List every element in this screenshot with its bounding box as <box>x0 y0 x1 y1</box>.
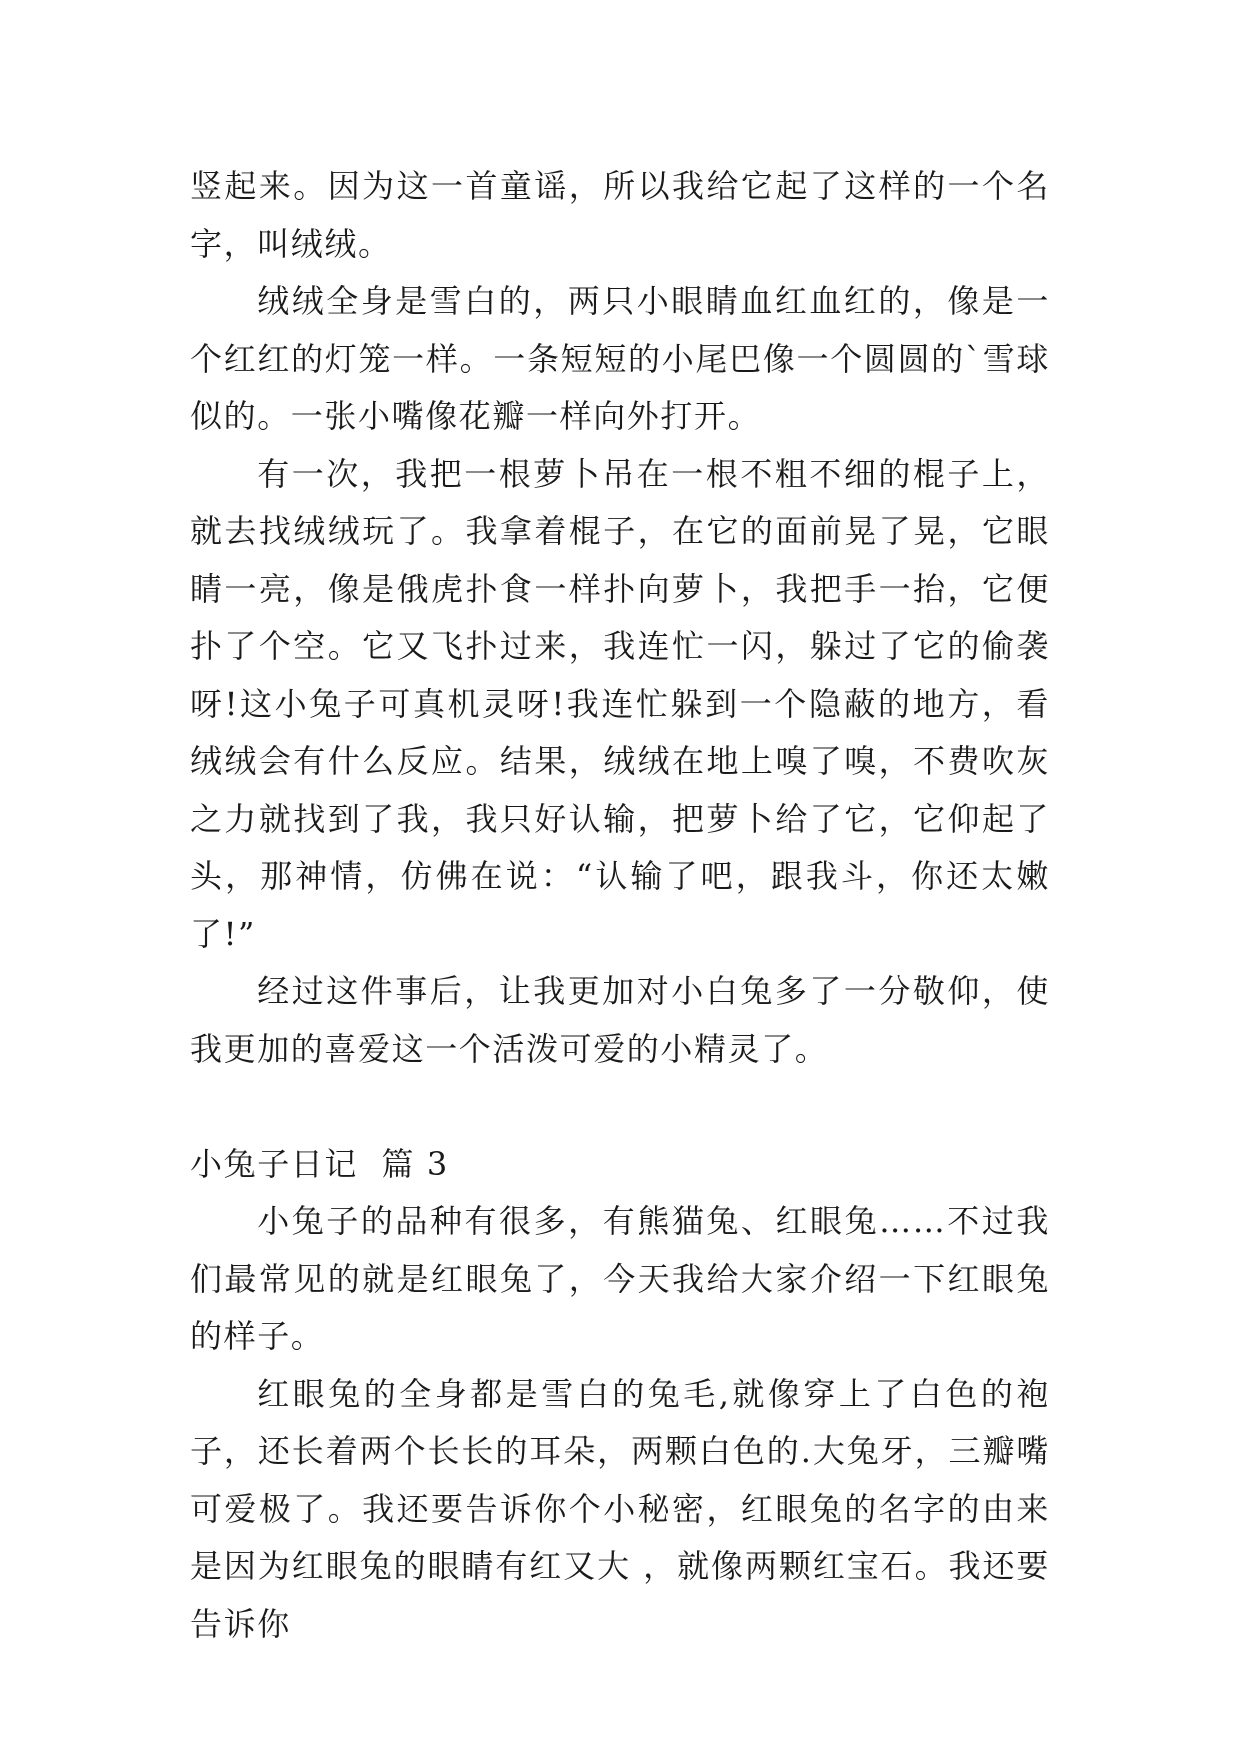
document-body <box>190 158 1050 1653</box>
paragraph: 经过这件事后，让我更加对小白兔多了一分敬仰，使我更加的喜爱这一个活泼可爱的小精灵了。 <box>190 972 1050 1068</box>
section-heading: 小兔子日记 篇 3 <box>190 1144 449 1183</box>
paragraph: 小兔子的品种有很多，有熊猫兔、红眼兔……不过我们最常见的就是红眼兔了，今天我给大家介绍一下红眼兔的样子。 <box>190 1202 1050 1355</box>
paragraph: 红眼兔的全身都是雪白的兔毛,就像穿上了白色的袍子，还长着两个长长的耳朵，两颗白色的.大兔牙，三瓣嘴可爱极了。我还要告诉你个小秘密，红眼兔的名字的由来是因为红眼兔的眼睛有红又大 ，就像两颗红宝石。我还要告诉你 <box>190 1374 1050 1643</box>
paragraph: 有一次，我把一根萝卜吊在一根不粗不细的棍子上，就去找绒绒玩了。我拿着棍子，在它的面前晃了晃，它眼睛一亮，像是俄虎扑食一样扑向萝卜，我把手一抬，它便扑了个空。它又飞扑过来，我连忙一闪，躲过了它的偷袭呀!这小兔子可真机灵呀!我连忙躲到一个隐蔽的地方，看绒绒会有什么反应。结果，绒绒在地上嗅了嗅，不费吹灰之力就找到了我，我只好认输，把萝卜给了它，它仰起了头，那神情，仿佛在说：“认输了吧，跟我斗，你还太嫩了!” <box>190 454 1050 953</box>
paragraph: 竖起来。因为这一首童谣，所以我给它起了这样的一个名字，叫绒绒。 <box>190 167 1050 263</box>
paragraph: 绒绒全身是雪白的，两只小眼睛血红血红的，像是一个红红的灯笼一样。一条短短的小尾巴像一个圆圆的`雪球似的。一张小嘴像花瓣一样向外打开。 <box>190 282 1050 435</box>
